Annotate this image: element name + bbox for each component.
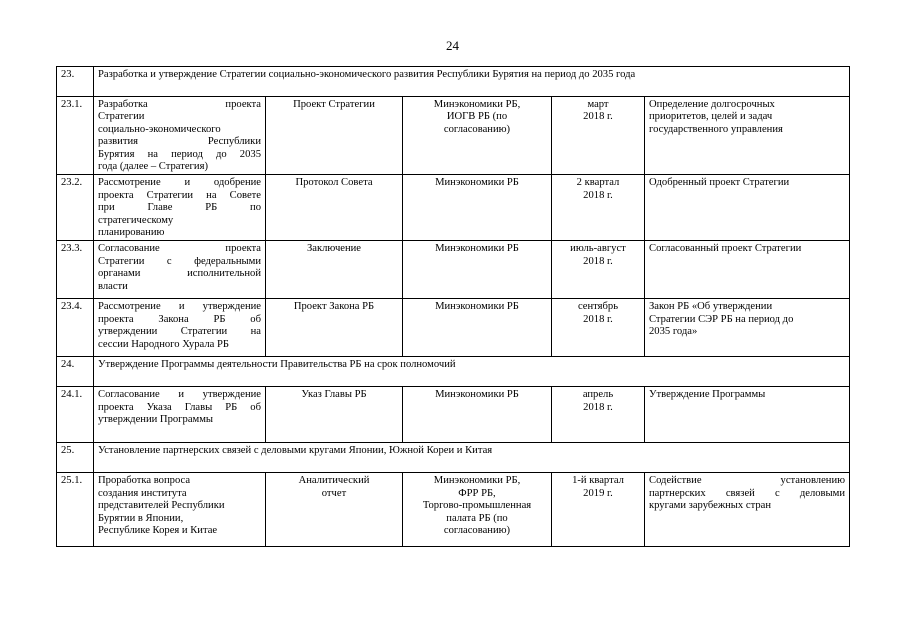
cell-line: власти: [98, 280, 128, 292]
cell-line: проекта Указа Главы РБ об: [98, 401, 261, 413]
cell-line: органами исполнительной: [98, 268, 261, 280]
responsible-cell: [403, 241, 552, 299]
cell-line: Протокол Совета: [295, 177, 373, 189]
cell-line: Минэкономики РБ: [435, 301, 519, 313]
action-cell: [94, 97, 266, 175]
cell-line: утверждении Программы: [98, 414, 214, 426]
section-row: [57, 67, 850, 97]
cell-line: социально-экономического: [98, 123, 221, 135]
cell-line: 2018 г.: [583, 401, 613, 413]
cell-line: отчет: [321, 487, 347, 499]
document-cell: [266, 299, 403, 357]
result-cell: [645, 175, 850, 241]
cell-line: кругами зарубежных стран: [649, 500, 772, 512]
cell-line: 2018 г.: [583, 111, 613, 123]
cell-line: Проект Закона РБ: [293, 301, 375, 313]
cell-line: Согласованный проект Стратегии: [649, 243, 802, 255]
row-number-cell: 24.1.: [57, 387, 94, 443]
cell-line: Разработка проекта: [98, 99, 261, 110]
cell-line: июль-август: [570, 243, 626, 255]
cell-line: 1-й квартал: [572, 475, 624, 487]
deadline-cell: [552, 97, 645, 175]
cell-line: Минэкономики РБ: [435, 389, 519, 401]
cell-line: согласованию): [443, 525, 511, 537]
responsible-cell: [403, 299, 552, 357]
document-cell: [266, 473, 403, 547]
row-number-cell: 24.: [57, 357, 94, 387]
action-cell: [94, 387, 266, 443]
cell-line: 2018 г.: [583, 313, 613, 325]
responsible-cell: [403, 387, 552, 443]
responsible-cell: [403, 175, 552, 241]
cell-line: Минэкономики РБ: [435, 177, 519, 189]
document-cell: [266, 241, 403, 299]
result-cell: [645, 299, 850, 357]
item-row: [57, 97, 850, 175]
section-row: [57, 443, 850, 473]
cell-line: апрель: [582, 389, 614, 401]
cell-line: проекта Закона РБ об: [98, 313, 261, 325]
cell-line: сентябрь: [577, 301, 619, 313]
cell-line: 2019 г.: [583, 487, 613, 499]
cell-line: государственного управления: [649, 123, 783, 135]
cell-line: март: [587, 99, 609, 110]
row-number-cell: 23.3.: [57, 241, 94, 299]
cell-line: Заключение: [306, 243, 362, 255]
item-row: [57, 175, 850, 241]
cell-line: Стратегии: [98, 111, 145, 123]
deadline-cell: [552, 473, 645, 547]
deadline-cell: [552, 241, 645, 299]
row-number-cell: 25.1.: [57, 473, 94, 547]
cell-line: Рассмотрение и одобрение: [98, 177, 261, 189]
row-number-cell: 23.1.: [57, 97, 94, 175]
cell-line: Одобренный проект Стратегии: [649, 177, 790, 189]
cell-line: планированию: [98, 227, 165, 239]
cell-line: сессии Народного Хурала РБ: [98, 338, 229, 350]
action-cell: [94, 241, 266, 299]
cell-line: Стратегии с федеральными: [98, 255, 261, 267]
result-cell: [645, 241, 850, 299]
action-cell: [94, 473, 266, 547]
cell-line: палата РБ (по: [446, 512, 508, 524]
document-cell: [266, 97, 403, 175]
result-cell: [645, 473, 850, 547]
cell-line: Минэкономики РБ,: [433, 99, 521, 110]
cell-line: Согласование и утверждение: [98, 389, 261, 401]
cell-line: партнерских связей с деловыми: [649, 487, 846, 499]
cell-line: Указ Главы РБ: [301, 389, 367, 401]
row-number-cell: 23.: [57, 67, 94, 97]
document-cell: [266, 387, 403, 443]
result-cell: [645, 97, 850, 175]
cell-line: года (далее – Стратегия): [98, 161, 208, 173]
cell-line: ИОГВ РБ (по: [446, 111, 508, 123]
cell-line: ФРР РБ,: [458, 487, 496, 499]
cell-line: 2018 г.: [583, 189, 613, 201]
cell-line: Аналитический: [298, 475, 370, 487]
cell-line: Республике Корея и Китае: [98, 525, 218, 537]
page-number: 24: [446, 38, 459, 53]
cell-line: Согласование проекта: [98, 243, 261, 255]
deadline-cell: [552, 175, 645, 241]
cell-line: Утверждение Программы: [649, 389, 766, 401]
cell-line: Проработка вопроса: [98, 475, 191, 487]
cell-line: при Главе РБ по: [98, 202, 261, 214]
row-number-cell: 25.: [57, 443, 94, 473]
cell-line: проекта Стратегии на Совете: [98, 189, 261, 201]
action-cell: [94, 299, 266, 357]
plan-table-body: [57, 67, 850, 547]
responsible-cell: [403, 97, 552, 175]
item-row: [57, 299, 850, 357]
cell-line: Торгово-промышленная: [422, 500, 532, 512]
deadline-cell: [552, 387, 645, 443]
cell-line: согласованию): [443, 123, 511, 135]
plan-table: [56, 66, 850, 547]
responsible-cell: [403, 473, 552, 547]
item-row: [57, 473, 850, 547]
cell-line: Содействие установлению: [649, 475, 846, 487]
cell-line: развития Республики: [98, 136, 261, 148]
cell-line: Бурятия на период до 2035: [98, 148, 261, 160]
cell-line: Минэкономики РБ,: [433, 475, 521, 487]
cell-line: Определение долгосрочных: [649, 99, 775, 110]
item-row: [57, 241, 850, 299]
document-cell: [266, 175, 403, 241]
cell-line: Закон РБ «Об утверждении: [649, 301, 773, 313]
item-row: [57, 387, 850, 443]
section-title-cell: Утверждение Программы деятельности Правительства РБ на срок полномочий: [94, 357, 850, 387]
row-number-cell: 23.2.: [57, 175, 94, 241]
cell-line: 2 квартал: [576, 177, 620, 189]
action-cell: [94, 175, 266, 241]
cell-line: Бурятии в Японии,: [98, 512, 184, 524]
section-title-cell: Установление партнерских связей с деловыми кругами Японии, Южной Кореи и Китая: [94, 443, 850, 473]
deadline-cell: [552, 299, 645, 357]
cell-line: Рассмотрение и утверждение: [98, 301, 261, 313]
row-number-cell: 23.4.: [57, 299, 94, 357]
cell-line: представителей Республики: [98, 500, 225, 512]
result-cell: [645, 387, 850, 443]
section-title-cell: Разработка и утверждение Стратегии социально-экономического развития Республики Бурятия на период до 2035 года: [94, 67, 850, 97]
cell-line: 2018 г.: [583, 255, 613, 267]
cell-line: создания института: [98, 487, 187, 499]
cell-line: приоритетов, целей и задач: [649, 111, 773, 123]
section-row: [57, 357, 850, 387]
cell-line: Проект Стратегии: [293, 99, 375, 110]
cell-line: утверждении Стратегии на: [98, 326, 261, 338]
cell-line: Стратегии СЭР РБ на период до: [649, 313, 794, 325]
cell-line: Минэкономики РБ: [435, 243, 519, 255]
cell-line: стратегическому: [98, 214, 174, 226]
cell-line: 2035 года»: [649, 326, 698, 338]
